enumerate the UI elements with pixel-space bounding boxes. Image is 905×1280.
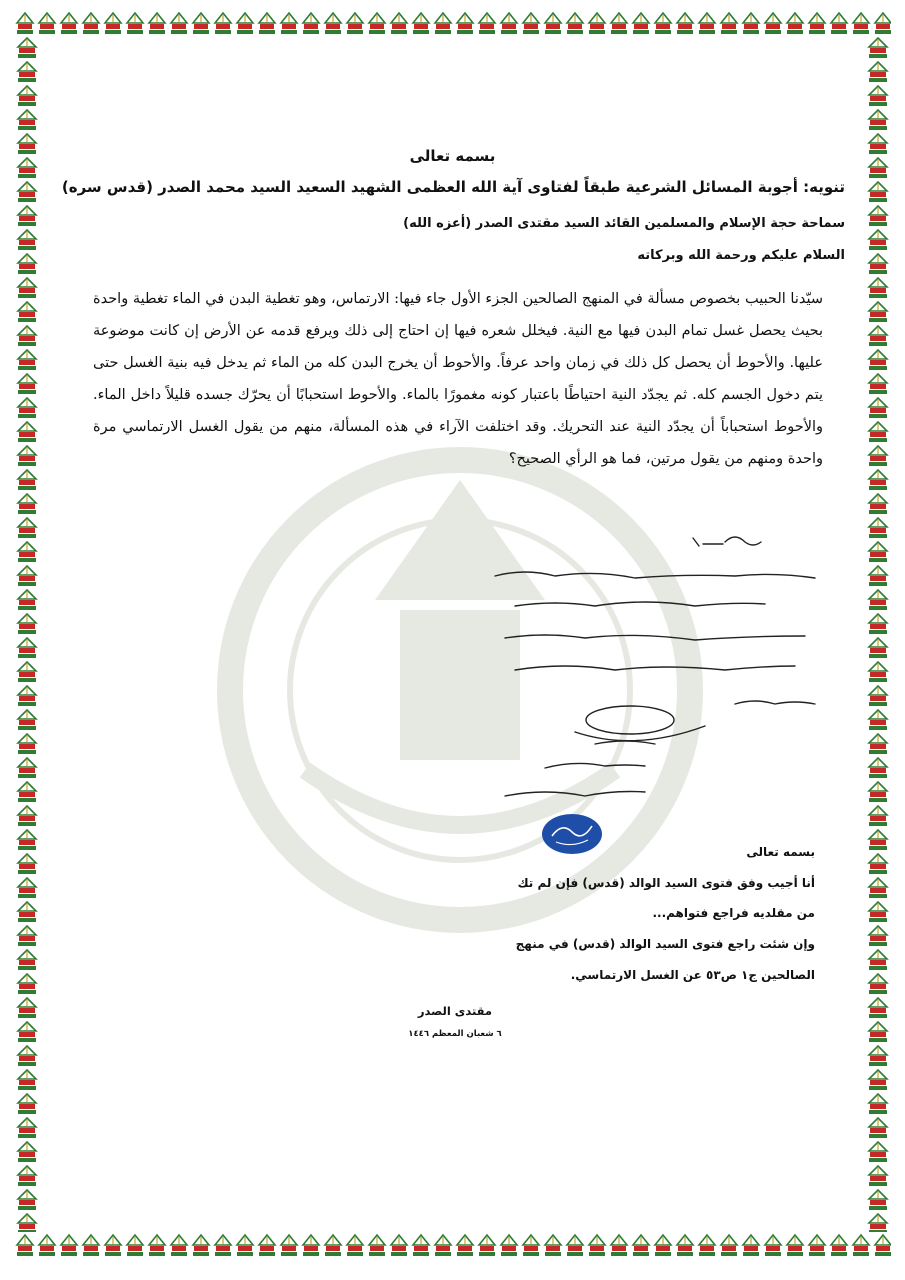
ornamental-border-left <box>14 36 40 1232</box>
answer-line: الصالحين ج١ ص٥٣ عن الغسل الارتماسي. <box>570 968 815 982</box>
signature-date: ٦ شعبان المعظم ١٤٤٦ <box>408 1029 502 1039</box>
handwritten-answer <box>455 520 860 820</box>
ornamental-border-right <box>865 36 891 1232</box>
answer-line: وإن شئت راجع فتوى السيد الوالد (قدس) في منهج <box>515 937 815 951</box>
answer-line: أنا أجيب وفق فتوى السيد الوالد (قدس) فإن لم تك <box>517 876 815 890</box>
document-bismihi: بسمه تعالى <box>409 147 496 165</box>
document-greeting: السلام عليكم ورحمة الله وبركاته <box>637 248 845 263</box>
ornamental-border-top <box>14 10 891 36</box>
answer-line: من مقلديه فراجع فتواهم... <box>652 906 815 920</box>
document-addressee: سماحة حجة الإسلام والمسلمين القائد السيد مقتدى الصدر (أعزه الله) <box>403 216 845 231</box>
document-notice-line: تنويه: أجوبة المسائل الشرعية طبقاً لفتاوى آية الله العظمى الشهيد السعيد السيد محمد الصدر (قدس سره) <box>61 178 845 196</box>
answer-bismihi: بسمه تعالى <box>746 845 815 859</box>
signature-name: مقتدى الصدر <box>417 1004 493 1018</box>
ornamental-border-bottom <box>14 1232 891 1258</box>
question-paragraph: سيّدنا الحبيب بخصوص مسألة في المنهج الصالحين الجزء الأول جاء فيها: الارتماس، وهو تغطية البدن في الماء تغطية واحدة بحيث يحصل غسل تمام البدن فيها مع النية. فيخلل شعره فيها إن احتاج إلى ذلك ويرفع قدمه عن الأرض إن كانت موضوعة عليها. والأحوط أن يحصل كل ذلك في زمان واحد عرفاً. والأحوط أن يخرج البدن كله من الماء ثم يدخل فيه بنية الغسل حتى يتم دخول الجسم كله. ثم يجدّد النية احتياطًا باعتبار كونه مغمورًا بالماء. والأحوط استحبابًا أن يحرّك جسده قليلاً داخل الماء. والأحوط استحباباً أن يجدّد النية عند التحريك. وقد اختلفت الآراء في هذه المسألة، منهم من يقول الغسل الارتماسي مرة واحدة ومنهم من يقول مرتين، فما هو الرأي الصحيح؟ <box>93 291 823 467</box>
